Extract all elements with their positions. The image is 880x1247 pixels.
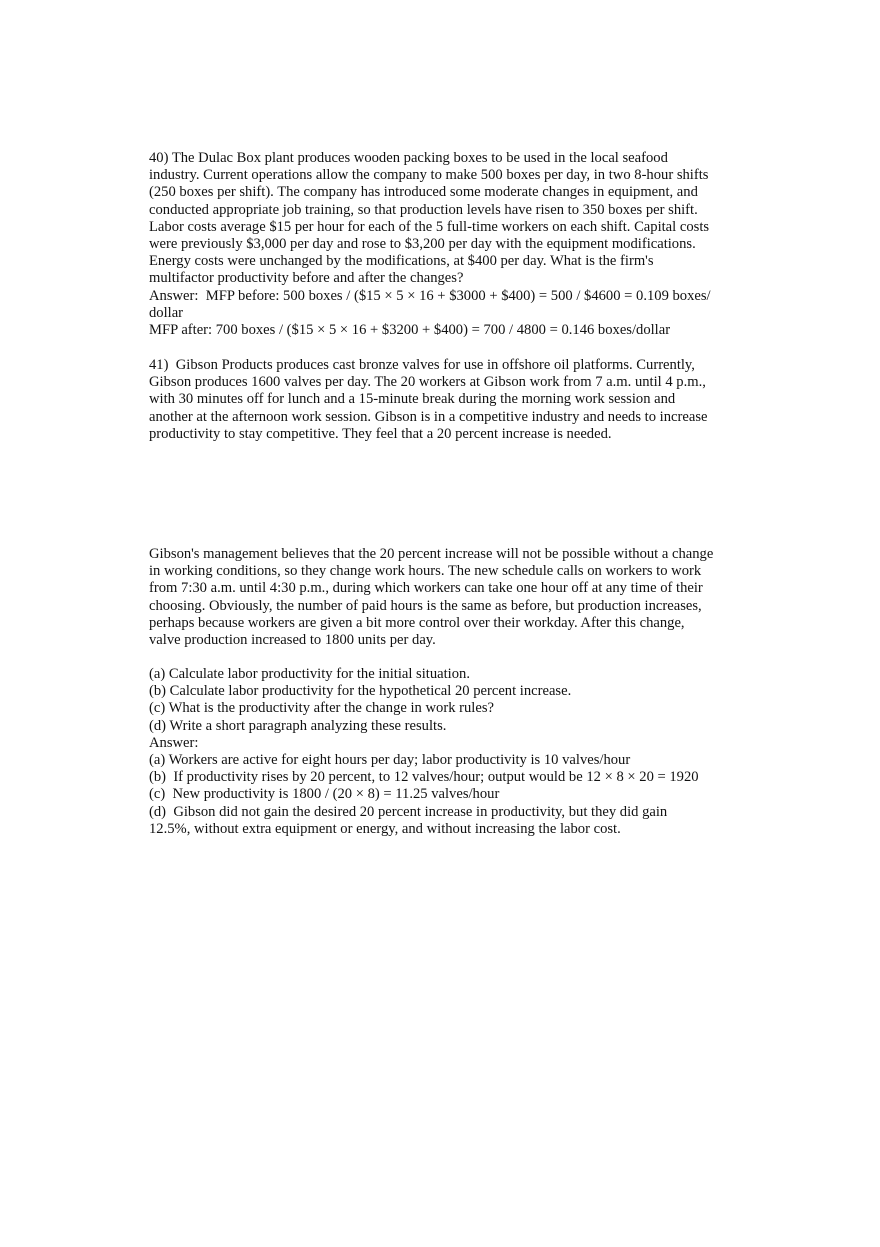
question-41-parts-and-answer (149, 666, 739, 838)
part-d-question: (d) Write a short paragraph analyzing these results. (149, 717, 447, 734)
text-line: choosing. Obviously, the number of paid hours is the same as before, but production increases, (149, 597, 702, 614)
text-line: conducted appropriate job training, so that production levels have risen to 350 boxes per shift. (149, 201, 698, 218)
text-line: Energy costs were unchanged by the modifications, at $400 per day. What is the firm's (149, 253, 654, 270)
gibson-management-paragraph (149, 546, 739, 649)
part-b-answer: (b) If productivity rises by 20 percent, to 12 valves/hour; output would be 12 × 8 × 20 = 1920 (149, 769, 699, 786)
part-b-question: (b) Calculate labor productivity for the hypothetical 20 percent increase. (149, 683, 572, 700)
text-line: were previously $3,000 per day and rose to $3,200 per day with the equipment modifications. (149, 236, 696, 253)
text-line: another at the afternoon work session. Gibson is in a competitive industry and needs to increase (149, 408, 708, 425)
part-a-answer: (a) Workers are active for eight hours per day; labor productivity is 10 valves/hour (149, 752, 631, 769)
text-line: productivity to stay competitive. They feel that a 20 percent increase is needed. (149, 425, 612, 442)
text-line: Gibson produces 1600 valves per day. The 20 workers at Gibson work from 7 a.m. until 4 p.m., (149, 374, 706, 391)
text-line: 41) Gibson Products produces cast bronze valves for use in offshore oil platforms. Currently, (149, 357, 695, 373)
question-41 (149, 357, 739, 443)
text-line: in working conditions, so they change work hours. The new schedule calls on workers to work (149, 563, 702, 580)
text-line: from 7:30 a.m. until 4:30 p.m., during which workers can take one hour off at any time of their (149, 580, 703, 597)
answer-line: MFP after: 700 boxes / ($15 × 5 × 16 + $3200 + $400) = 700 / 4800 = 0.146 boxes/dollar (149, 322, 671, 339)
text-line: 40) The Dulac Box plant produces wooden packing boxes to be used in the local seafood (149, 150, 668, 166)
text-line: multifactor productivity before and after the changes? (149, 270, 464, 287)
text-line: valve production increased to 1800 units per day. (149, 632, 436, 649)
text-line: industry. Current operations allow the company to make 500 boxes per day, in two 8-hour shifts (149, 167, 709, 184)
text-line: perhaps because workers are given a bit more control over their workday. After this change, (149, 614, 685, 631)
text-line: Labor costs average $15 per hour for each of the 5 full-time workers on each shift. Capital costs (149, 218, 710, 235)
answer-line: Answer: MFP before: 500 boxes / ($15 × 5 × 16 + $3000 + $400) = 500 / $4600 = 0.109 boxes/ (149, 287, 711, 304)
part-a-question: (a) Calculate labor productivity for the initial situation. (149, 666, 470, 682)
question-40 (149, 150, 739, 339)
text-line: (250 boxes per shift). The company has introduced some moderate changes in equipment, and (149, 184, 698, 201)
part-c-answer: (c) New productivity is 1800 / (20 × 8) = 11.25 valves/hour (149, 786, 500, 803)
answer-label: Answer: (149, 734, 199, 751)
text-line: with 30 minutes off for lunch and a 15-minute break during the morning work session and (149, 391, 676, 408)
part-c-question: (c) What is the productivity after the change in work rules? (149, 700, 494, 717)
part-d-answer: 12.5%, without extra equipment or energy, and without increasing the labor cost. (149, 820, 621, 837)
text-line: Gibson's management believes that the 20 percent increase will not be possible without a change (149, 546, 714, 562)
part-d-answer: (d) Gibson did not gain the desired 20 percent increase in productivity, but they did gain (149, 803, 668, 820)
answer-line: dollar (149, 304, 184, 321)
